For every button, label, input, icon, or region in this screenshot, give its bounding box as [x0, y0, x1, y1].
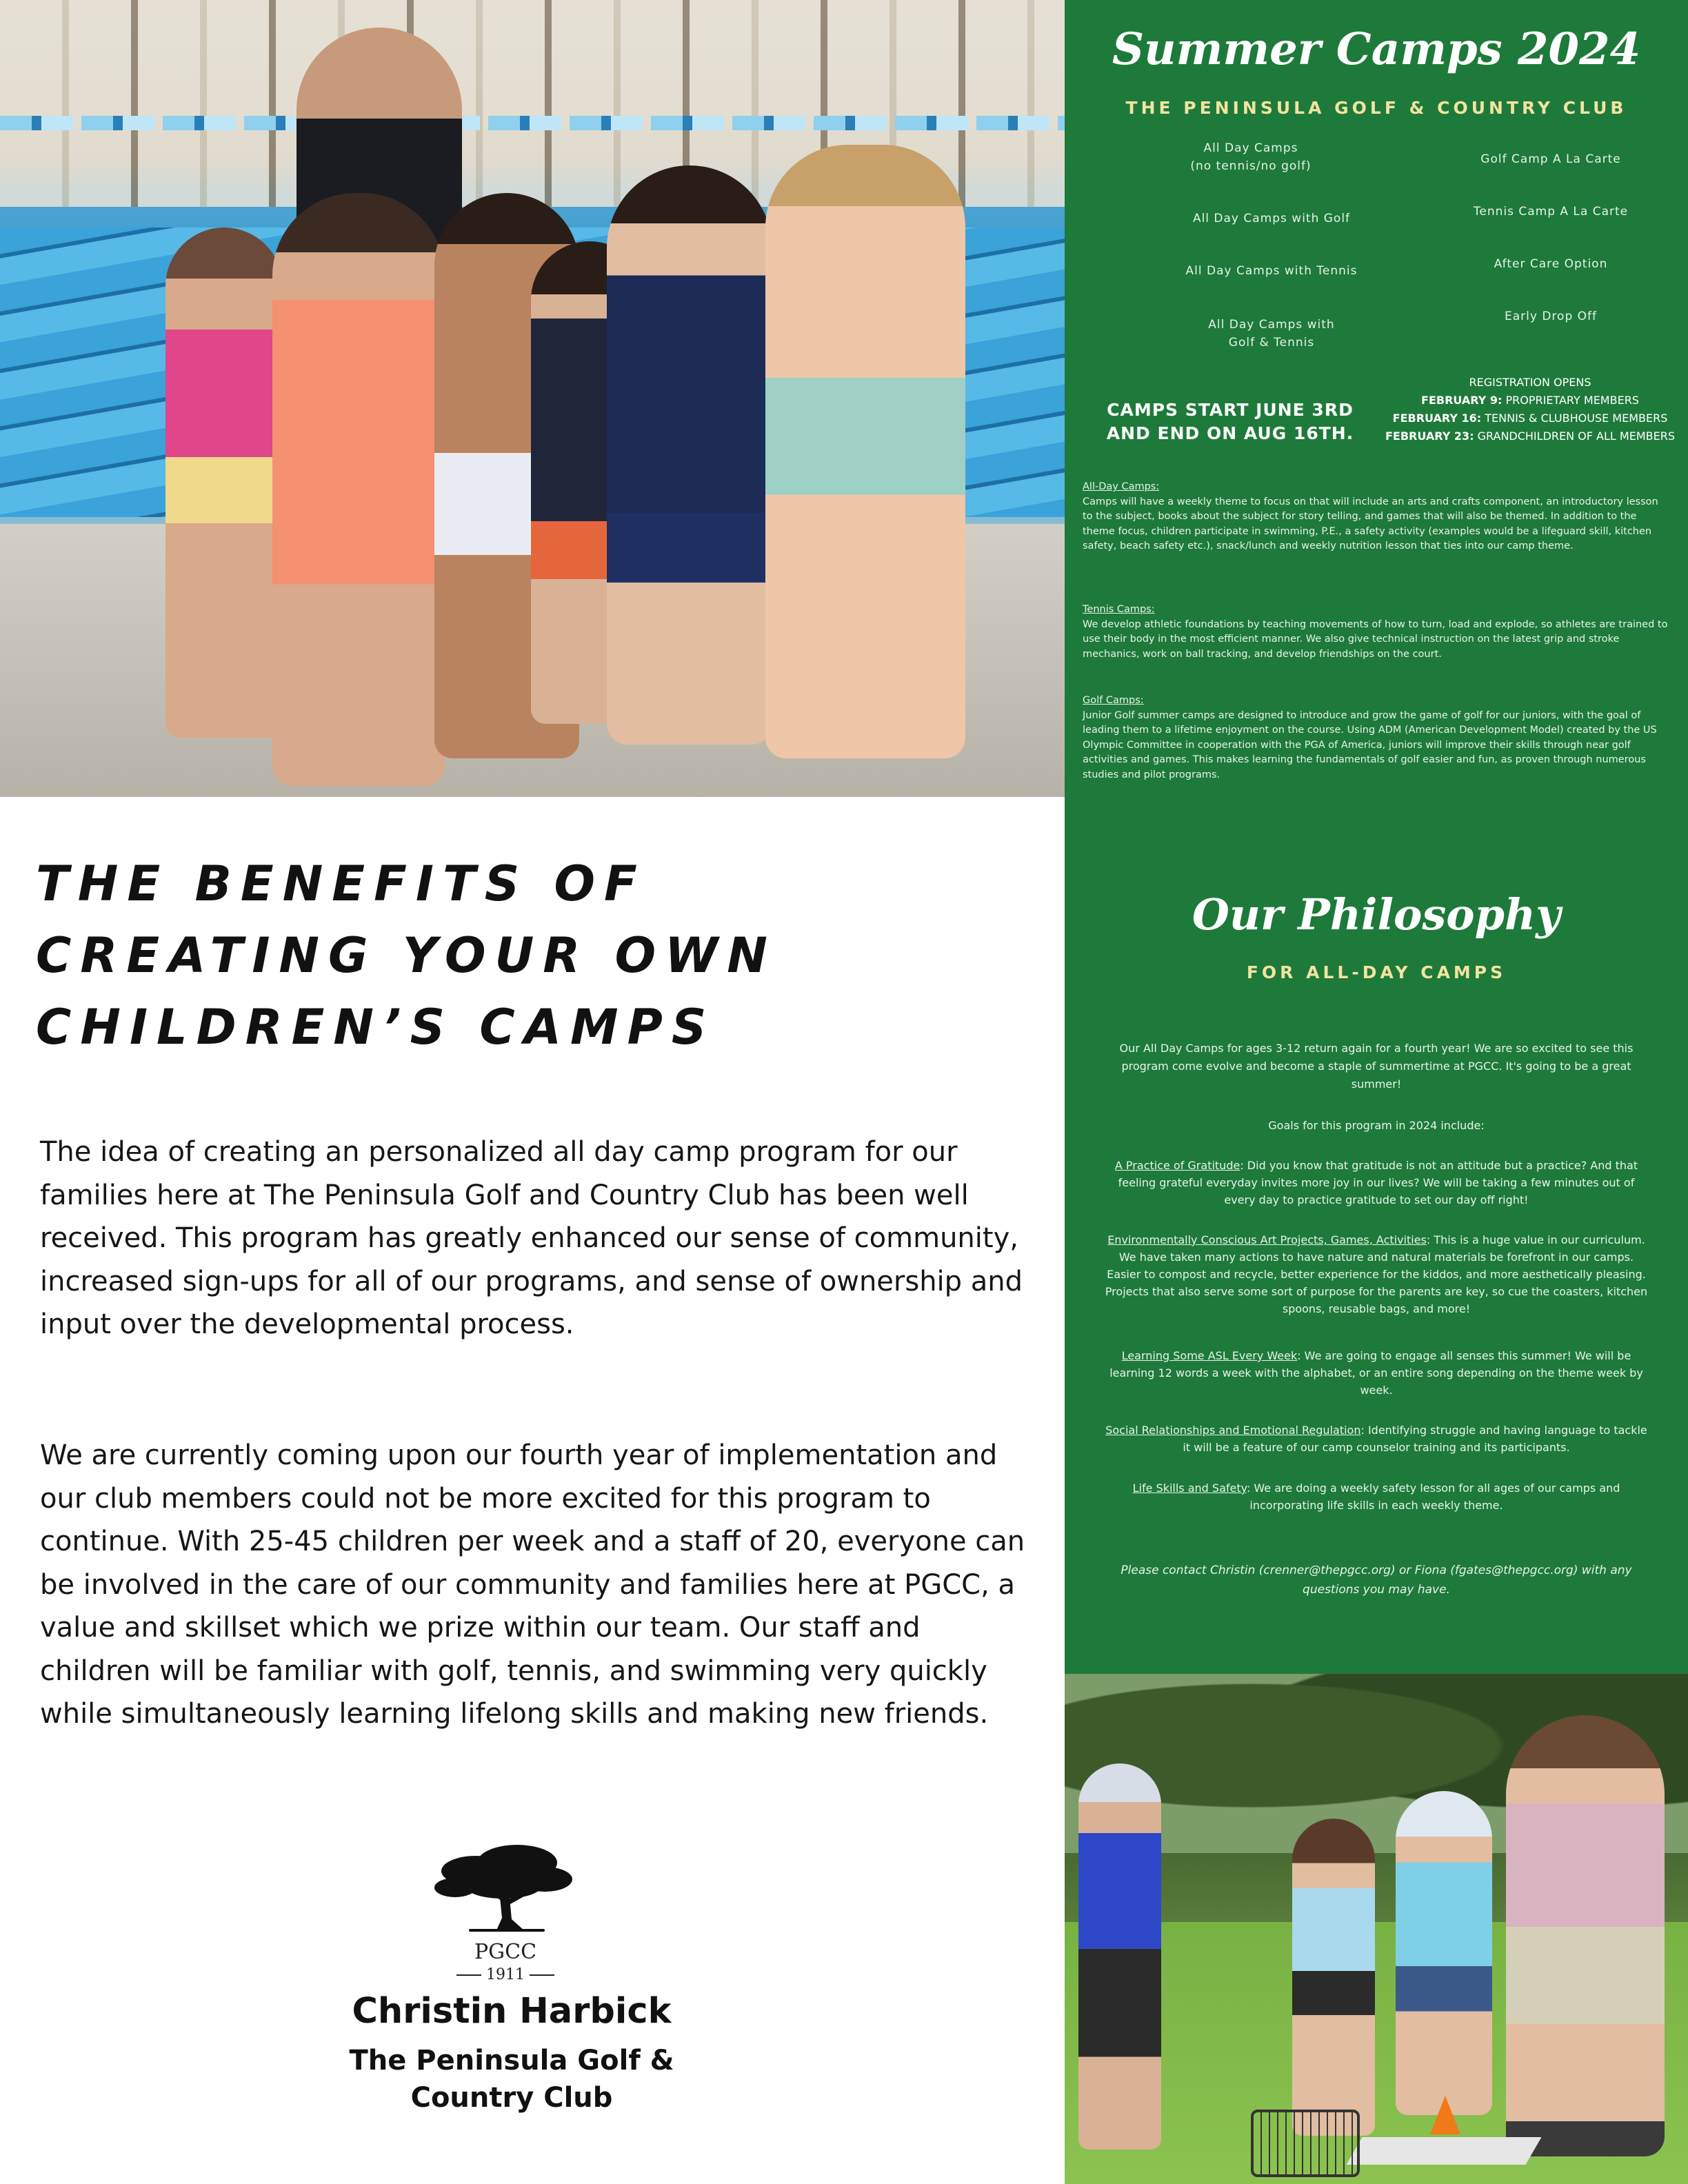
pool-photo [0, 0, 1065, 797]
philosophy-title: Our Philosophy [1192, 889, 1561, 940]
logo-text: PGCC [474, 1940, 537, 1964]
golf-camps-heading: Golf Camps: [1083, 695, 1144, 706]
offering-golf-a-la-carte: Golf Camp A La Carte [1480, 152, 1621, 166]
golfer-figure-2 [1292, 1819, 1375, 2136]
goal-environment-heading: Environmentally Conscious Art Projects, Games, Activities [1107, 1233, 1427, 1246]
cypress-tree-icon [428, 1837, 583, 1940]
goal-social-heading: Social Relationships and Emotional Regulation [1105, 1424, 1361, 1437]
panel-title: Summer Camps 2024 [1112, 23, 1641, 75]
offering-tennis-a-la-carte: Tennis Camp A La Carte [1473, 205, 1629, 219]
goal-asl-heading: Learning Some ASL Every Week [1121, 1349, 1298, 1362]
training-mat [1346, 2137, 1541, 2165]
child-figure-1 [165, 228, 283, 738]
registration-line-3 [1375, 427, 1685, 445]
author-name: Christin Harbick [352, 1991, 672, 2032]
tennis-camps-text: We develop athletic foundations by teaching movements of how to turn, load and explode, so athletes are trained to use their body in the most efficient manner. We also give technical instruction on the latest grip and stroke mechanics, work on ball tracking, and develop friendships on the court. [1083, 618, 1668, 660]
ball-basket [1251, 2110, 1360, 2177]
article-headline: THE BENEFITS OF CREATING YOUR OWN CHILDREN’S CAMPS [36, 856, 776, 1055]
registration-info [1375, 374, 1685, 445]
registration-group-2: TENNIS & CLUBHOUSE MEMBERS [1485, 412, 1668, 425]
camp-dates: CAMPS START JUNE 3RD AND END ON AUG 16TH. [1106, 400, 1354, 443]
author-club: The Peninsula Golf & Country Club [349, 2045, 674, 2114]
philosophy-intro: Our All Day Camps for ages 3-12 return again for a fourth year! We are so excited to see this program come evolve and become a staple of summertime at PGCC. It's going to be a great summer! [1119, 1042, 1634, 1091]
child-figure-6 [765, 145, 965, 758]
goal-gratitude-heading: A Practice of Gratitude [1114, 1159, 1240, 1172]
offering-after-care: After Care Option [1494, 257, 1608, 271]
registration-group-3: GRANDCHILDREN OF ALL MEMBERS [1477, 429, 1675, 443]
offering-all-day-golf: All Day Camps with Golf [1192, 212, 1351, 225]
logo-year-text: 1911 [486, 1966, 525, 1983]
goal-safety [1105, 1479, 1648, 1514]
golfer-figure-1 [1078, 1763, 1161, 2150]
registration-date-3: FEBRUARY 23: [1385, 429, 1474, 443]
all-day-camps-description [1083, 480, 1669, 554]
article-paragraph-1: The idea of creating an personalized all day camp program for our families here at The Peninsula Golf and Country Club has been well received. This program has greatly enhanced our sense of community, increased sign-ups for all of our programs, and sense of ownership and input over the developmental process. [40, 1136, 1023, 1340]
goal-gratitude [1105, 1157, 1648, 1209]
goal-gratitude-text: : Did you know that gratitude is not an attitude but a practice? And that feeling grateful everyday invites more joy in our lives? We will be taking a few minutes out of every day to practice gratitude to set our day off right! [1118, 1159, 1638, 1206]
child-figure-5 [607, 165, 772, 745]
offering-all-day: All Day Camps (no tennis/no golf) [1190, 141, 1312, 173]
goal-social [1105, 1422, 1648, 1456]
article-paragraph-2: We are currently coming upon our fourth year of implementation and our club members could not be more excited for this program to continue. With 25-45 children per week and a staff of 20, everyone can be involved in the care of our community and families here at PGCC, a value and skillset which we prize within our team. Our staff and children will be familiar with golf, tennis, and swimming very quickly while simultaneously learning lifelong skills and making new friends. [40, 1439, 1025, 1730]
club-name: THE PENINSULA GOLF & COUNTRY CLUB [1125, 98, 1627, 118]
logo-rule-right [530, 1974, 554, 1976]
philosophy-subtitle: FOR ALL-DAY CAMPS [1246, 962, 1507, 982]
golfer-figure-4 [1506, 1715, 1665, 2156]
golf-camps-text: Junior Golf summer camps are designed to introduce and grow the game of golf for our juniors, with the goal of leading them to a lifetime enjoyment on the course. Using ADM (American Development Model) created by the US Olympic Committee in cooperation with the PGA of America, juniors will improve their skills through near golf activities and games. This makes learning the fundamentals of golf easier and fun, as proven through numerous studies and pilot programs. [1083, 709, 1657, 780]
golf-lesson-photo [1065, 1674, 1688, 2184]
camp-info-panel [1065, 0, 1688, 1674]
offering-all-day-golf-tennis: All Day Camps with Golf & Tennis [1208, 318, 1335, 350]
goal-environment [1105, 1231, 1648, 1317]
goals-heading: Goals for this program in 2024 include: [1268, 1119, 1485, 1132]
offering-early-drop-off: Early Drop Off [1505, 310, 1597, 323]
child-figure-2 [272, 193, 445, 786]
registration-group-1: PROPRIETARY MEMBERS [1505, 394, 1639, 407]
logo-year [428, 1966, 583, 1983]
all-day-camps-text: Camps will have a weekly theme to focus on that will include an arts and crafts component, an introductory lesson to the subject, books about the subject for story telling, and games that will also be themed. In addition to the theme focus, children participate in swimming, P.E., a safety activity (examples would be a lifeguard skill, kitchen safety, beach safety etc.), snack/lunch and weekly nutrition lesson that ties into our camp theme. [1083, 496, 1658, 552]
registration-date-2: FEBRUARY 16: [1392, 412, 1482, 425]
all-day-camps-heading: All-Day Camps: [1083, 481, 1160, 492]
tennis-camps-heading: Tennis Camps: [1083, 604, 1155, 615]
pgcc-logo [428, 1837, 583, 1995]
registration-line-1 [1375, 392, 1685, 410]
goal-environment-text: : This is a huge value in our curriculum. We have taken many actions to have nature and natural materials be forefront in our camps. Easier to compost and recycle, better experience for the kiddos, and more aesthetically pleasing. Projects that also serve some sort of purpose for the parents are key, so cue the coasters, kitchen spoons, reusable bags, and more! [1105, 1233, 1648, 1315]
golf-camps-description [1083, 694, 1669, 782]
goal-safety-heading: Life Skills and Safety [1132, 1482, 1247, 1495]
contact-info: Please contact Christin (crenner@thepgcc.org) or Fiona (fgates@thepgcc.org) with any questions you may have. [1121, 1564, 1632, 1597]
offering-all-day-tennis: All Day Camps with Tennis [1185, 264, 1358, 278]
registration-date-1: FEBRUARY 9: [1421, 394, 1503, 407]
goal-asl-text: : We are going to engage all senses this summer! We will be learning 12 words a week with the alphabet, or an entire song depending on the theme week by week. [1109, 1349, 1643, 1397]
logo-rule-left [456, 1974, 481, 1976]
goal-social-text: : Identifying struggle and having language to tackle it will be a feature of our camp counselor training and its participants. [1183, 1424, 1647, 1454]
registration-heading: REGISTRATION OPENS [1469, 376, 1591, 389]
goal-asl [1105, 1347, 1648, 1399]
registration-line-2 [1375, 410, 1685, 427]
goal-safety-text: : We are doing a weekly safety lesson for all ages of our camps and incorporating life skills in each weekly theme. [1246, 1482, 1620, 1512]
golfer-figure-3 [1396, 1791, 1492, 2115]
tennis-camps-description [1083, 603, 1669, 662]
orange-cone [1430, 2096, 1460, 2134]
